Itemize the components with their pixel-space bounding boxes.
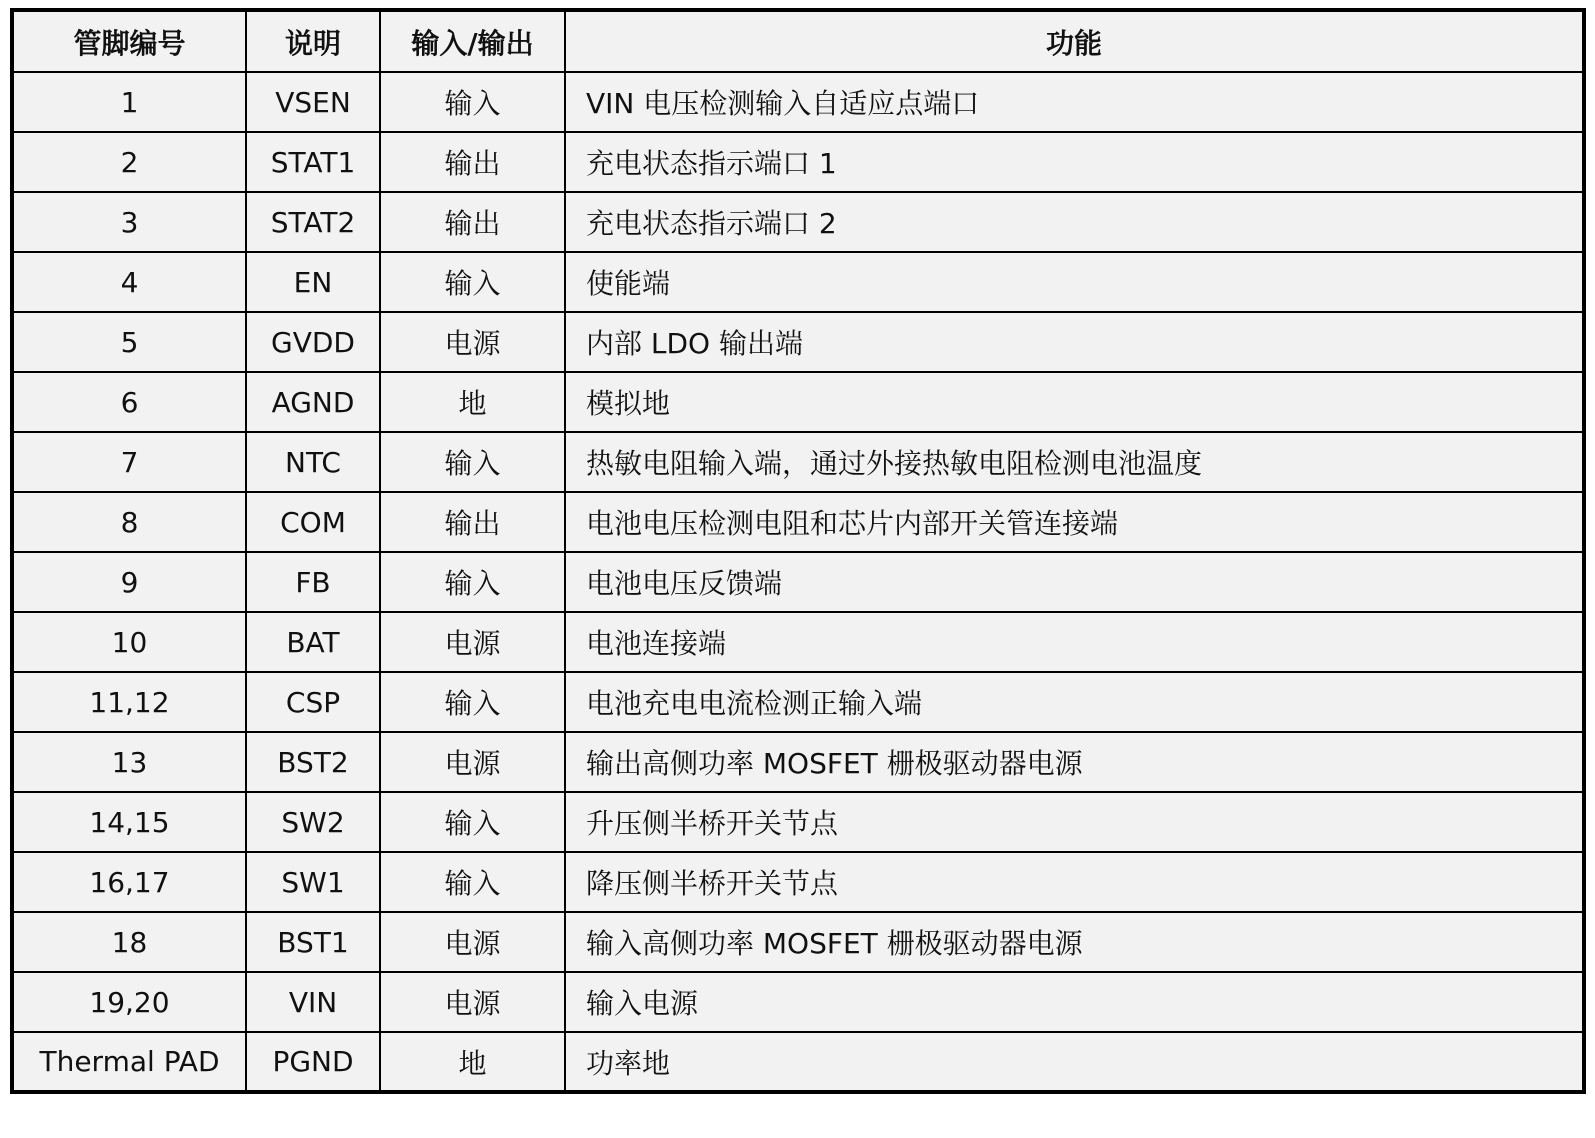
pin-io-cell: 输入 xyxy=(380,72,565,132)
table-row xyxy=(12,732,1584,792)
pin-name-cell: VIN xyxy=(246,972,380,1032)
pin-function-table xyxy=(10,8,1586,1094)
pin-number-cell: 1 xyxy=(12,72,246,132)
pin-number-cell: 13 xyxy=(12,732,246,792)
table-row xyxy=(12,912,1584,972)
pin-name-cell: BAT xyxy=(246,612,380,672)
table-row xyxy=(12,552,1584,612)
table-row xyxy=(12,612,1584,672)
pin-number-cell: Thermal PAD xyxy=(12,1032,246,1092)
pin-name-cell: VSEN xyxy=(246,72,380,132)
pin-number-cell: 16,17 xyxy=(12,852,246,912)
pin-io-cell: 电源 xyxy=(380,972,565,1032)
pin-number-cell: 11,12 xyxy=(12,672,246,732)
pin-function-cell: 模拟地 xyxy=(565,372,1584,432)
pin-name-cell: EN xyxy=(246,252,380,312)
pin-number-cell: 7 xyxy=(12,432,246,492)
pin-number-cell: 3 xyxy=(12,192,246,252)
pin-name-cell: BST2 xyxy=(246,732,380,792)
pin-function-cell: 电池电压检测电阻和芯片内部开关管连接端 xyxy=(565,492,1584,552)
table-row xyxy=(12,972,1584,1032)
pin-name-cell: BST1 xyxy=(246,912,380,972)
table-row xyxy=(12,252,1584,312)
table-row xyxy=(12,312,1584,372)
pin-io-cell: 输出 xyxy=(380,192,565,252)
table-row xyxy=(12,372,1584,432)
pin-name-cell: FB xyxy=(246,552,380,612)
pin-io-cell: 电源 xyxy=(380,732,565,792)
pin-name-cell: STAT1 xyxy=(246,132,380,192)
pin-io-cell: 输入 xyxy=(380,852,565,912)
pin-function-cell: 充电状态指示端口 2 xyxy=(565,192,1584,252)
pin-number-cell: 14,15 xyxy=(12,792,246,852)
pin-io-cell: 输入 xyxy=(380,432,565,492)
pin-name-cell: NTC xyxy=(246,432,380,492)
pin-function-cell: 电池充电电流检测正输入端 xyxy=(565,672,1584,732)
pin-function-cell: 功率地 xyxy=(565,1032,1584,1092)
pin-io-cell: 地 xyxy=(380,1032,565,1092)
header-function: 功能 xyxy=(565,10,1584,72)
pin-number-cell: 6 xyxy=(12,372,246,432)
table-header-row xyxy=(12,10,1584,72)
pin-number-cell: 8 xyxy=(12,492,246,552)
pin-io-cell: 输入 xyxy=(380,252,565,312)
pin-number-cell: 4 xyxy=(12,252,246,312)
table-row xyxy=(12,1032,1584,1092)
pin-name-cell: AGND xyxy=(246,372,380,432)
pin-function-cell: 降压侧半桥开关节点 xyxy=(565,852,1584,912)
pin-io-cell: 电源 xyxy=(380,312,565,372)
pin-name-cell: CSP xyxy=(246,672,380,732)
pin-io-cell: 地 xyxy=(380,372,565,432)
table-row xyxy=(12,432,1584,492)
table-row xyxy=(12,192,1584,252)
pin-name-cell: GVDD xyxy=(246,312,380,372)
pin-name-cell: SW2 xyxy=(246,792,380,852)
pin-function-cell: 电池电压反馈端 xyxy=(565,552,1584,612)
pin-io-cell: 输入 xyxy=(380,792,565,852)
pin-io-cell: 输出 xyxy=(380,492,565,552)
table-row xyxy=(12,852,1584,912)
table-row xyxy=(12,672,1584,732)
table-body xyxy=(12,72,1584,1092)
pin-function-cell: 升压侧半桥开关节点 xyxy=(565,792,1584,852)
header-io: 输入/输出 xyxy=(380,10,565,72)
pin-io-cell: 输出 xyxy=(380,132,565,192)
pin-function-cell: 电池连接端 xyxy=(565,612,1584,672)
pin-number-cell: 9 xyxy=(12,552,246,612)
pin-io-cell: 电源 xyxy=(380,912,565,972)
pin-name-cell: PGND xyxy=(246,1032,380,1092)
pin-number-cell: 19,20 xyxy=(12,972,246,1032)
pin-name-cell: COM xyxy=(246,492,380,552)
pin-name-cell: STAT2 xyxy=(246,192,380,252)
pin-name-cell: SW1 xyxy=(246,852,380,912)
header-pin-number: 管脚编号 xyxy=(12,10,246,72)
pin-number-cell: 18 xyxy=(12,912,246,972)
pin-function-cell: 输出高侧功率 MOSFET 栅极驱动器电源 xyxy=(565,732,1584,792)
pin-function-cell: 充电状态指示端口 1 xyxy=(565,132,1584,192)
header-description: 说明 xyxy=(246,10,380,72)
table-row xyxy=(12,792,1584,852)
pin-io-cell: 输入 xyxy=(380,552,565,612)
pin-function-cell: 热敏电阻输入端，通过外接热敏电阻检测电池温度 xyxy=(565,432,1584,492)
pin-function-cell: 内部 LDO 输出端 xyxy=(565,312,1584,372)
pin-function-cell: 输入电源 xyxy=(565,972,1584,1032)
pin-io-cell: 电源 xyxy=(380,612,565,672)
pin-function-cell: 输入高侧功率 MOSFET 栅极驱动器电源 xyxy=(565,912,1584,972)
pin-number-cell: 5 xyxy=(12,312,246,372)
table-row xyxy=(12,72,1584,132)
pin-function-cell: 使能端 xyxy=(565,252,1584,312)
pin-io-cell: 输入 xyxy=(380,672,565,732)
pin-function-cell: VIN 电压检测输入自适应点端口 xyxy=(565,72,1584,132)
pin-number-cell: 10 xyxy=(12,612,246,672)
table-row xyxy=(12,132,1584,192)
pin-number-cell: 2 xyxy=(12,132,246,192)
table-row xyxy=(12,492,1584,552)
